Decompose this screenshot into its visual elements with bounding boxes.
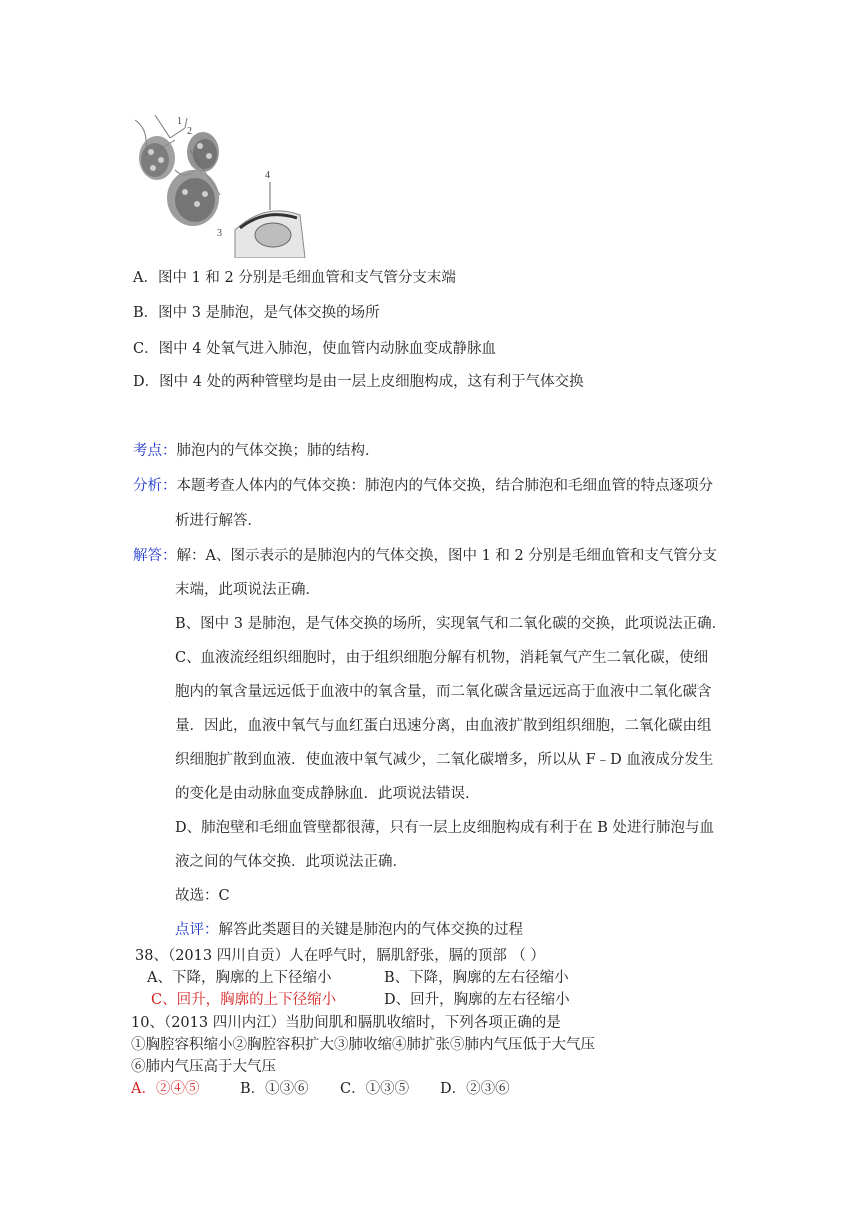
figure-label-1: 1 (177, 116, 182, 127)
option-c: C．图中 4 处氧气进入肺泡，使血管内动脉血变成静脉血 (133, 341, 497, 357)
jieda-line-1: 解：A、图示表示的是肺泡内的气体交换，图中 1 和 2 分别是毛细血管和支气管分支 (176, 548, 717, 564)
jieda-line-9: D、肺泡壁和毛细血管壁都很薄，只有一层上皮细胞构成有利于在 B 处进行肺泡与血 (175, 820, 714, 836)
fenxi-line-2: 析进行解答． (175, 513, 262, 529)
kaodian-row (133, 441, 380, 461)
jieda-line-10: 液之间的气体交换．此项说法正确． (175, 854, 407, 870)
dianping-row (175, 920, 523, 940)
q10-line-3: ⑥肺内气压高于大气压 (131, 1059, 276, 1075)
q38-stem: 38、（2013 四川自贡）人在呼气时，膈肌舒张，膈的顶部 （ ） (135, 948, 545, 964)
jieda-line-2: 末端，此项说法正确． (175, 582, 320, 598)
jieda-line-3: B、图中 3 是肺泡，是气体交换的场所，实现氧气和二氧化碳的交换，此项说法正确． (175, 616, 727, 632)
jieda-label: 解答： (133, 548, 177, 564)
q10-option-b: B．①③⑥ (240, 1081, 309, 1097)
q38-option-a: A、下降，胸廓的上下径缩小 (147, 970, 332, 986)
figure-label-4: 4 (265, 170, 270, 181)
dianping-text: 解答此类题目的关键是肺泡内的气体交换的过程 (218, 922, 523, 938)
dianping-label: 点评： (175, 922, 219, 938)
figure-label-3: 3 (217, 228, 222, 239)
q38-option-c: C、回升，胸廓的上下径缩小 (151, 992, 337, 1008)
fenxi-line-1: 本题考查人体内的气体交换：肺泡内的气体交换，结合肺泡和毛细血管的特点逐项分 (176, 478, 713, 494)
jieda-line-5: 胞内的氧含量远远低于血液中的氧含量，而二氧化碳含量远远高于血液中二氧化碳含 (175, 684, 712, 700)
jieda-line-7: 织细胞扩散到血液．使血液中氧气减少，二氧化碳增多，所以从 F﹣D 血液成分发生 (175, 752, 714, 768)
q10-stem: 10、（2013 四川内江）当肋间肌和膈肌收缩时，下列各项正确的是 (131, 1015, 561, 1031)
jieda-line-6: 量．因此，血液中氧气与血红蛋白迅速分离，由血液扩散到组织细胞，二氧化碳由组 (175, 718, 712, 734)
kaodian-label: 考点： (133, 443, 177, 459)
q10-line-2: ①胸腔容积缩小②胸腔容积扩大③肺收缩④肺扩张⑤肺内气压低于大气压 (131, 1037, 595, 1053)
jieda-line-4: C、血液流经组织细胞时，由于组织细胞分解有机物，消耗氧气产生二氧化碳，使细 (175, 650, 709, 666)
jieda-line-8: 的变化是由动脉血变成静脉血．此项说法错误． (175, 786, 480, 802)
q10-option-d: D．②③⑥ (440, 1081, 510, 1097)
option-d: D．图中 4 处的两种管壁均是由一层上皮细胞构成，这有利于气体交换 (133, 374, 584, 390)
jieda-line-11: 故选：C (175, 888, 230, 904)
option-a: A．图中 1 和 2 分别是毛细血管和支气管分支末端 (133, 270, 456, 286)
alveoli-diagram (125, 110, 310, 258)
option-b: B．图中 3 是肺泡，是气体交换的场所 (133, 305, 380, 321)
fenxi-label: 分析： (133, 478, 177, 494)
q38-option-b: B、下降，胸廓的左右径缩小 (384, 970, 569, 986)
q10-option-a: A．②④⑤ (131, 1081, 200, 1097)
figure-label-2: 2 (187, 126, 192, 137)
kaodian-text: 肺泡内的气体交换；肺的结构． (176, 443, 380, 459)
q38-option-d: D、回升，胸廓的左右径缩小 (384, 992, 570, 1008)
fenxi-row (133, 476, 713, 496)
jieda-row (133, 546, 717, 566)
q10-option-c: C．①③⑤ (340, 1081, 410, 1097)
